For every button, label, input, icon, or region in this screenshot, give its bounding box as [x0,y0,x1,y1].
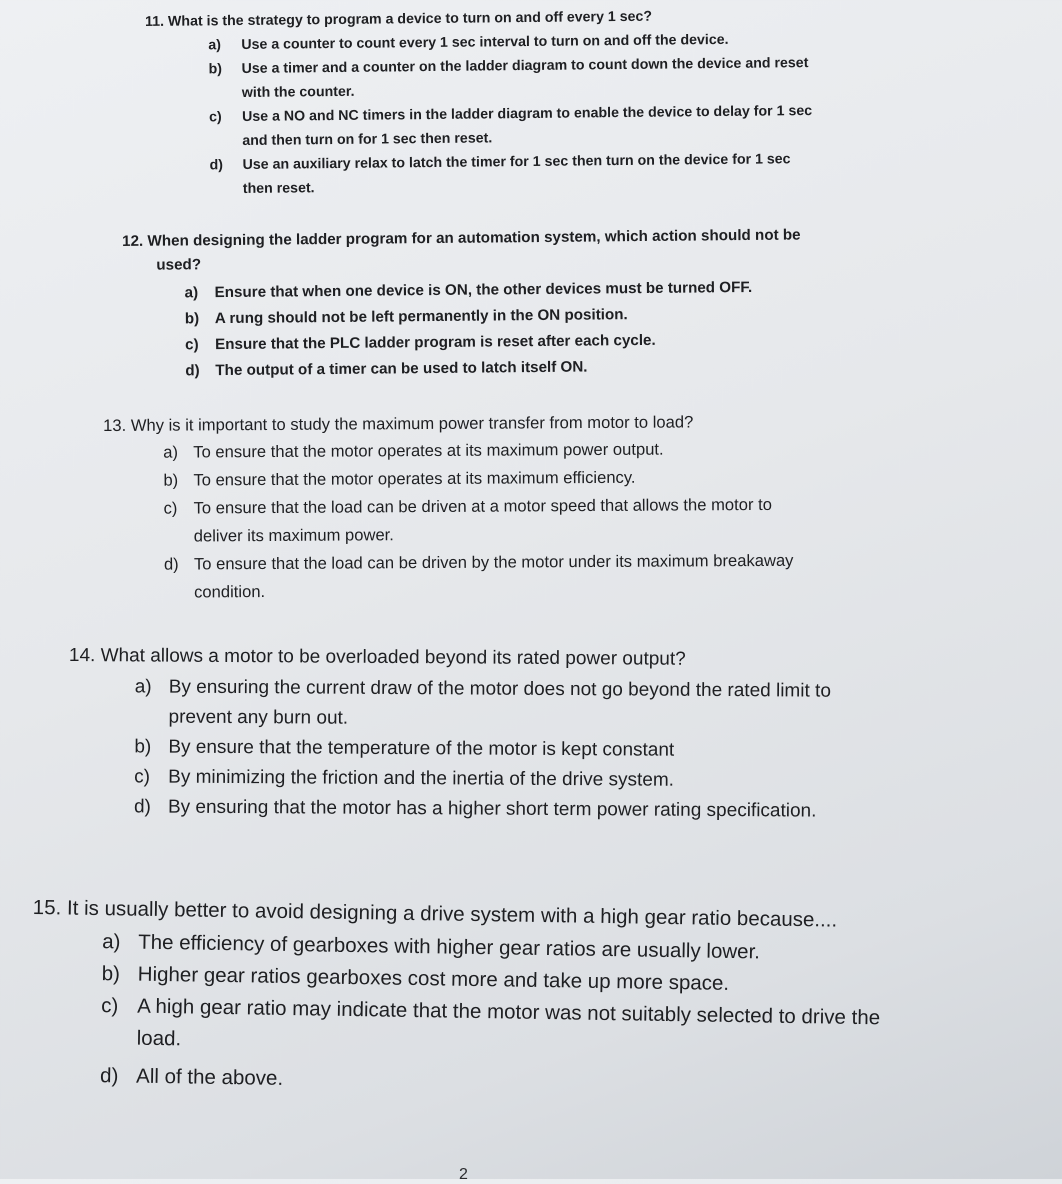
option-text: Ensure that the PLC ladder program is reset after each cycle. [215,331,656,354]
question-text: It is usually better to avoid designing a drive system with a high gear ratio because.... [66,896,838,932]
option-text: The efficiency of gearboxes with higher gear ratios are usually lower. [138,930,761,964]
option-letter: b) [184,310,200,328]
option-continuation: condition. [194,582,266,602]
question-text: When designing the ladder program for an automation system, which action should not be [147,226,801,250]
option-letter: c) [185,336,199,354]
option-text: Use an auxiliary relax to latch the timer for 1 sec then turn on the device for 1 sec [242,151,791,173]
option-letter: c) [163,498,178,518]
option-continuation: load. [136,1026,182,1051]
question-number: 13. [103,415,127,435]
question-number: 12. [122,232,144,250]
question-14 [68,642,831,827]
question-11-stem [145,7,811,30]
option-12d [185,352,802,384]
option-15d [100,1060,879,1104]
option-13a [163,435,793,467]
question-13 [103,409,794,607]
option-letter: b) [208,61,223,78]
option-letter: d) [133,796,151,818]
option-letter: d) [99,1064,119,1088]
option-text: Use a NO and NC timers in the ladder diagram to enable the device to delay for 1 sec [242,103,813,125]
option-text: By ensuring that the motor has a higher short term power rating specification. [167,796,817,822]
page-number: 2 [459,1166,468,1183]
option-14b [134,732,830,766]
option-text: By ensuring the current draw of the motor does not go beyond the rated limit to [168,676,831,702]
question-number: 14. [68,644,96,667]
option-continuation: with the counter. [241,83,355,101]
option-text: To ensure that the load can be driven by the motor under its maximum breakaway [193,550,794,574]
option-text: To ensure that the motor operates at its maximum power output. [193,439,664,462]
question-text: Why is it important to study the maximum power transfer from motor to load? [130,412,694,435]
option-text: A rung should not be left permanently in the ON position. [214,306,628,328]
question-15 [30,893,882,1104]
option-14c [134,762,830,796]
question-12 [122,223,802,385]
option-letter: a) [208,37,222,54]
question-14-stem [69,642,831,675]
option-continuation: and then turn on for 1 sec then reset. [242,130,493,149]
option-continuation: deliver its maximum power. [193,525,394,546]
option-text: Higher gear ratios gearboxes cost more and take up more space. [137,962,730,995]
option-14d [134,792,830,826]
option-continuation: prevent any burn out. [168,706,349,729]
option-text: Use a counter to count every 1 sec interval to turn on and off the device. [241,31,729,53]
option-letter: b) [101,962,121,986]
option-letter: d) [185,362,200,380]
option-text: To ensure that the motor operates at its maximum efficiency. [193,467,636,490]
option-text: By minimizing the friction and the inertia of the drive system. [168,766,675,791]
option-text: A high gear ratio may indicate that the motor was not suitably selected to drive the [137,994,881,1030]
option-letter: b) [134,736,152,758]
option-text: The output of a timer can be used to latch itself ON. [215,358,588,380]
option-letter: c) [134,766,151,788]
option-letter: d) [209,157,224,174]
option-text: By ensure that the temperature of the motor is kept constant [168,736,675,761]
question-11 [145,7,813,202]
option-text: Use a timer and a counter on the ladder diagram to count down the device and reset [241,55,809,77]
option-13b [163,463,793,495]
option-letter: c) [209,109,222,126]
question-number: 15. [32,895,62,920]
option-14a [135,672,831,706]
option-13d [164,547,794,579]
option-letter: c) [101,994,119,1018]
option-13c [163,491,793,523]
option-letter: a) [184,284,199,302]
option-letter: b) [163,470,179,490]
question-text: What allows a motor to be overloaded beyond its rated power output? [100,645,686,670]
option-text: To ensure that the load can be driven at a motor speed that allows the motor to [193,494,772,518]
option-letter: d) [163,554,179,574]
option-continuation: then reset. [242,180,315,197]
question-text: What is the strategy to program a device to turn on and off every 1 sec? [167,8,653,30]
option-text: Ensure that when one device is ON, the other devices must be turned OFF. [214,278,753,302]
option-text: All of the above. [135,1064,284,1090]
option-letter: a) [163,442,179,462]
question-text-continuation: used? [156,256,202,274]
option-letter: a) [102,930,121,954]
question-number: 11. [145,13,165,30]
option-letter: a) [134,676,152,698]
